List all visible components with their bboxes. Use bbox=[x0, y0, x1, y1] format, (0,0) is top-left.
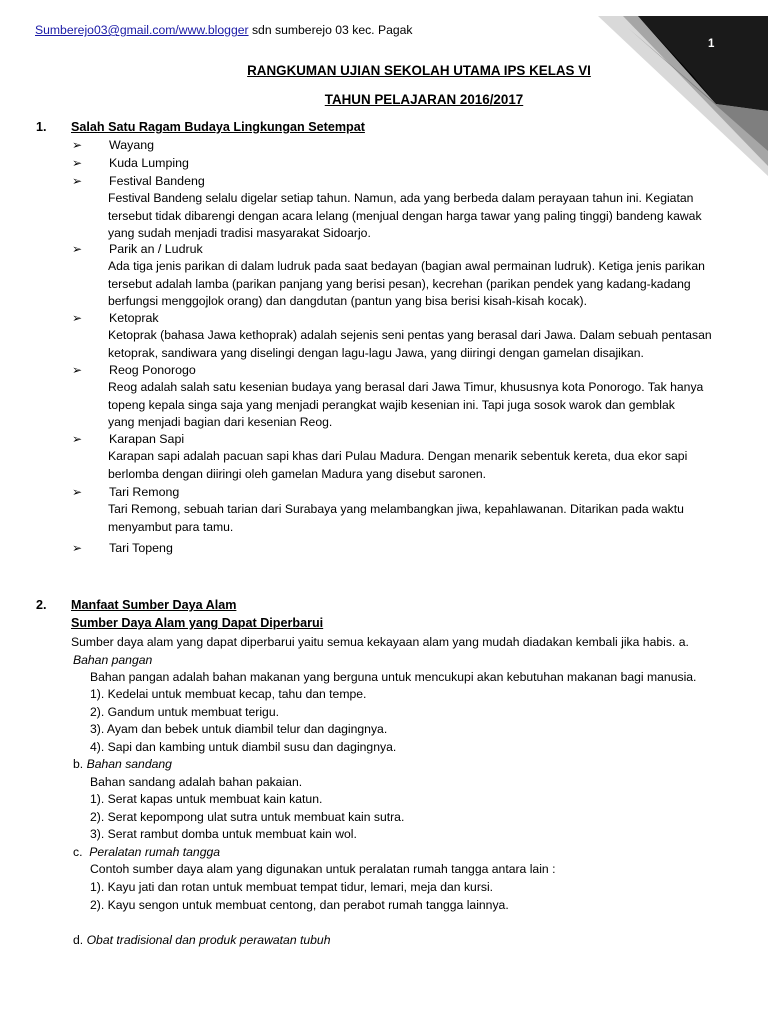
arrow-bullet-icon: ➢ bbox=[72, 242, 83, 256]
sub-heading-c: c. Peralatan rumah tangga bbox=[73, 845, 221, 859]
document-subtitle: TAHUN PELAJARAN 2016/2017 bbox=[324, 92, 524, 107]
page-number: 1 bbox=[708, 38, 715, 50]
list-item: 4). Sapi dan kambing untuk diambil susu dan dagingnya. bbox=[90, 740, 397, 754]
arrow-bullet-icon: ➢ bbox=[72, 156, 83, 170]
sub-heading-a: Bahan pangan bbox=[73, 653, 153, 667]
list-item-description: Ketoprak (bahasa Jawa kethoprak) adalah sejenis seni pentas yang berasal dari Jawa. Dalam sebuah pentasan ketoprak, sandiwara yang diselingi dengan lagu-lagu Jawa, yang diiringi dengan gamelan disajikan. bbox=[108, 328, 712, 360]
list-item: 2). Serat kepompong ulat sutra untuk membuat kain sutra. bbox=[90, 810, 405, 824]
list-item-description: Ada tiga jenis parikan di dalam ludruk pada saat bedayan (bagian awal permainan ludruk). Ketiga jenis parikan tersebut adalah lamba (parikan panjang yang berisi pesan), kecrehan (parikan pendek yang kadang-kadang berfungsi menggojlok orang) dan dangdutan (pantun yang bisa berisi kisah-kisah kocak). bbox=[108, 259, 705, 309]
section-2-intro: Sumber daya alam yang dapat diperbarui yaitu semua kekayaan alam yang mudah diadakan kembali jika habis. a. bbox=[71, 635, 689, 649]
arrow-bullet-icon: ➢ bbox=[72, 485, 83, 499]
list-item: 1). Kedelai untuk membuat kecap, tahu dan tempe. bbox=[90, 687, 367, 701]
list-item-title: Wayang bbox=[109, 138, 154, 152]
list-item: 2). Kayu sengon untuk membuat centong, dan perabot rumah tangga lainnya. bbox=[90, 898, 509, 912]
section-1-title: Salah Satu Ragam Budaya Lingkungan Setempat bbox=[71, 120, 365, 134]
arrow-bullet-icon: ➢ bbox=[72, 432, 83, 446]
list-item-title: Tari Topeng bbox=[109, 541, 173, 555]
list-item: 3). Serat rambut domba untuk membuat kain wol. bbox=[90, 827, 357, 841]
sub-a-description: Bahan pangan adalah bahan makanan yang berguna untuk mencukupi akan kebutuhan makanan bagi manusia. bbox=[90, 670, 697, 684]
list-item-title: Tari Remong bbox=[109, 485, 180, 499]
sub-b-description: Bahan sandang adalah bahan pakaian. bbox=[90, 775, 303, 789]
list-item-title: Ketoprak bbox=[109, 311, 159, 325]
section-1-number: 1. bbox=[36, 120, 47, 134]
list-item-description: Tari Remong, sebuah tarian dari Surabaya yang melambangkan jiwa, kepahlawanan. Ditarikan pada waktu menyambut para tamu. bbox=[108, 502, 684, 534]
list-item-title: Karapan Sapi bbox=[109, 432, 185, 446]
section-2-title: Manfaat Sumber Daya Alam bbox=[71, 598, 237, 612]
list-item-title: Parik an / Ludruk bbox=[109, 242, 203, 256]
arrow-bullet-icon: ➢ bbox=[72, 541, 83, 555]
list-item-description: Reog adalah salah satu kesenian budaya yang berasal dari Jawa Timur, khususnya kota Ponorogo. Tak hanya topeng kepala singa saja yang menjadi perangkat wajib kesenian ini. Tapi juga sosok warok dan gemblak yang menjadi bagian dari kesenian Reog. bbox=[108, 380, 704, 430]
list-item: 3). Ayam dan bebek untuk diambil telur dan dagingnya. bbox=[90, 722, 388, 736]
list-item: 2). Gandum untuk membuat terigu. bbox=[90, 705, 280, 719]
list-item-description: Festival Bandeng selalu digelar setiap tahun. Namun, ada yang berbeda dalam perayaan tahun ini. Kegiatan tersebut tidak dibarengi dengan acara lelang (menjual dengan harga tawar yang paling tinggi) bandeng kawak yang sudah menjadi tradisi masyarakat Sidoarjo. bbox=[108, 191, 702, 241]
email-link[interactable]: Sumberejo03@gmail.com/www.blogger bbox=[35, 23, 249, 37]
section-2-subtitle: Sumber Daya Alam yang Dapat Diperbarui bbox=[71, 616, 324, 630]
school-name: sdn sumberejo 03 kec. Pagak bbox=[251, 23, 413, 37]
list-item: 1). Kayu jati dan rotan untuk membuat tempat tidur, lemari, meja dan kursi. bbox=[90, 880, 494, 894]
list-item-title: Kuda Lumping bbox=[109, 156, 189, 170]
arrow-bullet-icon: ➢ bbox=[72, 311, 83, 325]
list-item-title: Festival Bandeng bbox=[109, 174, 205, 188]
section-2-number: 2. bbox=[36, 598, 47, 612]
document-title: RANGKUMAN UJIAN SEKOLAH UTAMA IPS KELAS VI bbox=[247, 63, 591, 78]
page-header bbox=[35, 23, 413, 37]
sub-heading-d: d. Obat tradisional dan produk perawatan tubuh bbox=[73, 933, 331, 947]
list-item-title: Reog Ponorogo bbox=[109, 363, 196, 377]
list-item-description: Karapan sapi adalah pacuan sapi khas dari Pulau Madura. Dengan menarik sebentuk kereta, dua ekor sapi berlomba dengan diiringi oleh gamelan Madura yang disebut saronen. bbox=[108, 449, 688, 481]
arrow-bullet-icon: ➢ bbox=[72, 363, 83, 377]
list-item: 1). Serat kapas untuk membuat kain katun. bbox=[90, 792, 323, 806]
sub-heading-b: b. Bahan sandang bbox=[73, 757, 172, 771]
sub-c-description: Contoh sumber daya alam yang digunakan untuk peralatan rumah tangga antara lain : bbox=[90, 862, 556, 876]
arrow-bullet-icon: ➢ bbox=[72, 174, 83, 188]
arrow-bullet-icon: ➢ bbox=[72, 138, 83, 152]
